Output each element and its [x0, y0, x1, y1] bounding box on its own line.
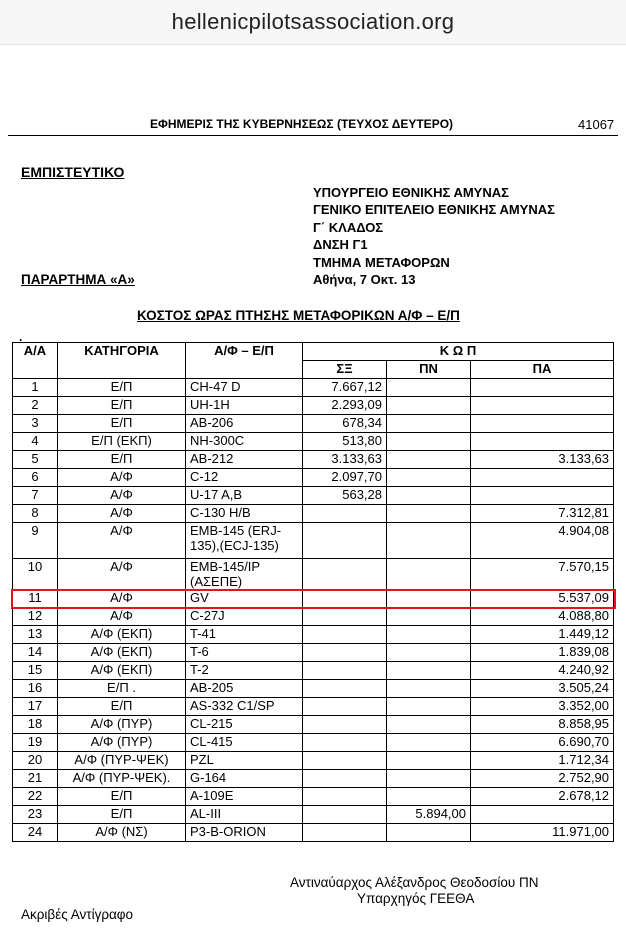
cell-aa: 9	[13, 523, 58, 559]
cell-pn	[387, 523, 471, 559]
cell-pa	[471, 469, 614, 487]
cell-pn	[387, 487, 471, 505]
cell-se	[303, 770, 387, 788]
cell-se: 2.293,09	[303, 397, 387, 415]
cell-pa: 3.505,24	[471, 680, 614, 698]
cell-aa: 1	[13, 379, 58, 397]
cell-type: EMB-145 (ERJ-135),(ECJ-135)	[186, 523, 303, 559]
ministry-line: ΤΜΗΜΑ ΜΕΤΑΦΟΡΩΝ	[313, 254, 450, 270]
cell-type: T-2	[186, 662, 303, 680]
header-type: Α/Φ – Ε/Π	[186, 343, 303, 379]
cell-pn	[387, 824, 471, 842]
ministry-line: Γ΄ ΚΛΑΔΟΣ	[313, 219, 384, 235]
cell-pa: 2.678,12	[471, 788, 614, 806]
cell-pn	[387, 770, 471, 788]
cell-se: 513,80	[303, 433, 387, 451]
cell-se: 678,34	[303, 415, 387, 433]
cell-category: Α/Φ (ΠΥΡ-ΨΕΚ)	[58, 752, 186, 770]
table-row	[13, 734, 614, 752]
ministry-block	[313, 184, 555, 271]
signatory-role: Υπαρχηγός ΓΕΕΘΑ	[357, 891, 475, 906]
cell-category: Α/Φ	[58, 505, 186, 523]
cell-se	[303, 698, 387, 716]
cell-category: Α/Φ	[58, 590, 186, 608]
cell-type: CL-215	[186, 716, 303, 734]
cell-pa: 5.537,09	[471, 590, 614, 608]
cell-aa: 12	[13, 608, 58, 626]
ministry-line: ΔΝΣΗ Γ1	[313, 237, 368, 253]
table-row	[13, 433, 614, 451]
cell-aa: 22	[13, 788, 58, 806]
cell-se: 563,28	[303, 487, 387, 505]
cell-aa: 16	[13, 680, 58, 698]
cell-se	[303, 590, 387, 608]
cell-pn	[387, 590, 471, 608]
cell-aa: 23	[13, 806, 58, 824]
cell-category: Ε/Π	[58, 397, 186, 415]
cell-type: T-6	[186, 644, 303, 662]
cell-category: Α/Φ (ΠΥΡ)	[58, 716, 186, 734]
cell-pn	[387, 505, 471, 523]
table-row	[13, 626, 614, 644]
cell-type: UH-1H	[186, 397, 303, 415]
table-row	[13, 451, 614, 469]
cell-pn	[387, 698, 471, 716]
cell-se	[303, 680, 387, 698]
header-rule	[8, 135, 618, 136]
cell-pa: 4.904,08	[471, 523, 614, 559]
cell-category: Ε/Π	[58, 698, 186, 716]
signatory-name: Αντιναύαρχος Αλέξανδρος Θεοδοσίου ΠΝ	[290, 875, 539, 890]
cell-category: Ε/Π .	[58, 680, 186, 698]
cell-pa: 3.352,00	[471, 698, 614, 716]
cell-category: Α/Φ (ΝΣ)	[58, 824, 186, 842]
cell-aa: 21	[13, 770, 58, 788]
cell-aa: 8	[13, 505, 58, 523]
cell-type: U-17 A,B	[186, 487, 303, 505]
table-row	[13, 644, 614, 662]
cell-pn	[387, 788, 471, 806]
cell-se	[303, 806, 387, 824]
table-row	[13, 752, 614, 770]
ministry-line: ΥΠΟΥΡΓΕΙΟ ΕΘΝΙΚΗΣ ΑΜΥΝΑΣ	[313, 185, 509, 200]
header-pa: ΠΑ	[471, 361, 614, 379]
table-row	[13, 379, 614, 397]
cell-se	[303, 824, 387, 842]
cell-type: NH-300C	[186, 433, 303, 451]
table-row	[13, 716, 614, 734]
cell-se	[303, 523, 387, 559]
table-row	[13, 415, 614, 433]
cell-pa	[471, 433, 614, 451]
cell-pa: 2.752,90	[471, 770, 614, 788]
cell-type: CL-415	[186, 734, 303, 752]
confidential-label: ΕΜΠΙΣΤΕΥΤΙΚΟ	[21, 164, 125, 180]
cell-type: GV	[186, 590, 303, 608]
cell-pn	[387, 451, 471, 469]
cell-category: Α/Φ (ΕΚΠ)	[58, 626, 186, 644]
cell-pa	[471, 379, 614, 397]
cell-category: Ε/Π	[58, 806, 186, 824]
cell-type: EMB-145/IP (ΑΣΕΠΕ)	[186, 559, 303, 590]
cell-type: AB-206	[186, 415, 303, 433]
cell-aa: 10	[13, 559, 58, 590]
cell-type: AB-212	[186, 451, 303, 469]
cell-type: A-109E	[186, 788, 303, 806]
cell-aa: 17	[13, 698, 58, 716]
cell-pn	[387, 680, 471, 698]
gazette-title: ΕΦΗΜΕΡΙΣ ΤΗΣ ΚΥΒΕΡΝΗΣΕΩΣ (ΤΕΥΧΟΣ ΔΕΥΤΕΡΟ)	[150, 117, 454, 131]
cell-pa: 1.449,12	[471, 626, 614, 644]
cell-category: Ε/Π (ΕΚΠ)	[58, 433, 186, 451]
cell-pa: 11.971,00	[471, 824, 614, 842]
cell-se	[303, 559, 387, 590]
cell-pn	[387, 559, 471, 590]
cell-aa: 5	[13, 451, 58, 469]
table-row	[13, 698, 614, 716]
cell-se	[303, 608, 387, 626]
table-row	[13, 505, 614, 523]
cell-category: Α/Φ (ΠΥΡ)	[58, 734, 186, 752]
stray-dot: .	[19, 330, 23, 344]
cell-category: Α/Φ	[58, 523, 186, 559]
cell-type: PZL	[186, 752, 303, 770]
place-date: Αθήνα, 7 Οκτ. 13	[313, 272, 416, 287]
cell-category: Ε/Π	[58, 415, 186, 433]
header-aa: Α/Α	[13, 343, 58, 379]
page-number: 41067	[578, 117, 615, 132]
cell-category: Α/Φ (ΠΥΡ-ΨΕΚ).	[58, 770, 186, 788]
cell-aa: 4	[13, 433, 58, 451]
cell-pn: 5.894,00	[387, 806, 471, 824]
cell-pa: 7.312,81	[471, 505, 614, 523]
cell-pa	[471, 806, 614, 824]
cell-type: AS-332 C1/SP	[186, 698, 303, 716]
header-kop: Κ Ω Π	[303, 343, 614, 361]
annex-label: ΠΑΡΑΡΤΗΜΑ «Α»	[21, 272, 135, 287]
cell-pn	[387, 626, 471, 644]
table-row	[13, 559, 614, 590]
cell-pa	[471, 487, 614, 505]
cell-se	[303, 788, 387, 806]
cell-se	[303, 644, 387, 662]
cost-table	[12, 342, 614, 842]
cell-aa: 18	[13, 716, 58, 734]
cell-category: Ε/Π	[58, 379, 186, 397]
cell-type: C-12	[186, 469, 303, 487]
cell-pn	[387, 433, 471, 451]
ministry-line: ΓΕΝΙΚΟ ΕΠΙΤΕΛΕΙΟ ΕΘΝΙΚΗΣ ΑΜΥΝΑΣ	[313, 202, 555, 218]
header-se: ΣΞ	[303, 361, 387, 379]
table-row	[13, 523, 614, 559]
cell-aa: 24	[13, 824, 58, 842]
table-row	[13, 590, 614, 608]
table-row	[13, 662, 614, 680]
cell-pa: 3.133,63	[471, 451, 614, 469]
cell-pa: 8.858,95	[471, 716, 614, 734]
cell-se: 3.133,63	[303, 451, 387, 469]
cell-type: C-27J	[186, 608, 303, 626]
cell-se: 2.097,70	[303, 469, 387, 487]
cell-type: C-130 H/B	[186, 505, 303, 523]
cell-pn	[387, 469, 471, 487]
table-row	[13, 680, 614, 698]
cell-pn	[387, 734, 471, 752]
cell-category: Α/Φ	[58, 559, 186, 590]
cell-aa: 15	[13, 662, 58, 680]
cell-aa: 7	[13, 487, 58, 505]
table-row	[13, 806, 614, 824]
cell-pa: 1.839,08	[471, 644, 614, 662]
header-pn: ΠΝ	[387, 361, 471, 379]
cell-category: Ε/Π	[58, 451, 186, 469]
cell-aa: 3	[13, 415, 58, 433]
table-row	[13, 824, 614, 842]
cell-pn	[387, 662, 471, 680]
cell-pn	[387, 608, 471, 626]
cell-se	[303, 716, 387, 734]
cell-category: Α/Φ	[58, 469, 186, 487]
cell-pa: 4.088,80	[471, 608, 614, 626]
cell-aa: 19	[13, 734, 58, 752]
cell-pa: 7.570,15	[471, 559, 614, 590]
cell-pn	[387, 397, 471, 415]
cell-type: CH-47 D	[186, 379, 303, 397]
table-row	[13, 469, 614, 487]
cell-pn	[387, 752, 471, 770]
cell-aa: 20	[13, 752, 58, 770]
cell-pn	[387, 379, 471, 397]
cell-category: Α/Φ	[58, 487, 186, 505]
cell-se	[303, 662, 387, 680]
cell-pa	[471, 397, 614, 415]
cell-type: AL-III	[186, 806, 303, 824]
cell-type: T-41	[186, 626, 303, 644]
table-title: ΚΟΣΤΟΣ ΩΡΑΣ ΠΤΗΣΗΣ ΜΕΤΑΦΟΡΙΚΩΝ Α/Φ – Ε/Π	[137, 308, 460, 323]
cell-category: Α/Φ (ΕΚΠ)	[58, 662, 186, 680]
url-bar[interactable]	[0, 0, 626, 45]
cell-category: Α/Φ (ΕΚΠ)	[58, 644, 186, 662]
cell-type: AB-205	[186, 680, 303, 698]
table-row	[13, 608, 614, 626]
table-row	[13, 397, 614, 415]
cell-pn	[387, 415, 471, 433]
table-row	[13, 487, 614, 505]
cell-aa: 6	[13, 469, 58, 487]
cell-type: G-164	[186, 770, 303, 788]
cell-category: Ε/Π	[58, 788, 186, 806]
table-row	[13, 788, 614, 806]
header-category: ΚΑΤΗΓΟΡΙΑ	[58, 343, 186, 379]
cell-aa: 14	[13, 644, 58, 662]
cell-aa: 2	[13, 397, 58, 415]
cell-se	[303, 734, 387, 752]
table-row	[13, 770, 614, 788]
cell-se	[303, 626, 387, 644]
cell-pa	[471, 415, 614, 433]
cell-pn	[387, 644, 471, 662]
cell-pa: 6.690,70	[471, 734, 614, 752]
cell-se	[303, 505, 387, 523]
cell-aa: 13	[13, 626, 58, 644]
url-text: hellenicpilotsassociation.org	[171, 9, 455, 34]
certified-copy: Ακριβές Αντίγραφο	[21, 907, 134, 922]
cell-category: Α/Φ	[58, 608, 186, 626]
header-row	[13, 343, 614, 361]
cell-se	[303, 752, 387, 770]
cell-pa: 1.712,34	[471, 752, 614, 770]
cell-se: 7.667,12	[303, 379, 387, 397]
cell-aa: 11	[13, 590, 58, 608]
cell-type: P3-B-ORION	[186, 824, 303, 842]
cell-pa: 4.240,92	[471, 662, 614, 680]
cell-pn	[387, 716, 471, 734]
